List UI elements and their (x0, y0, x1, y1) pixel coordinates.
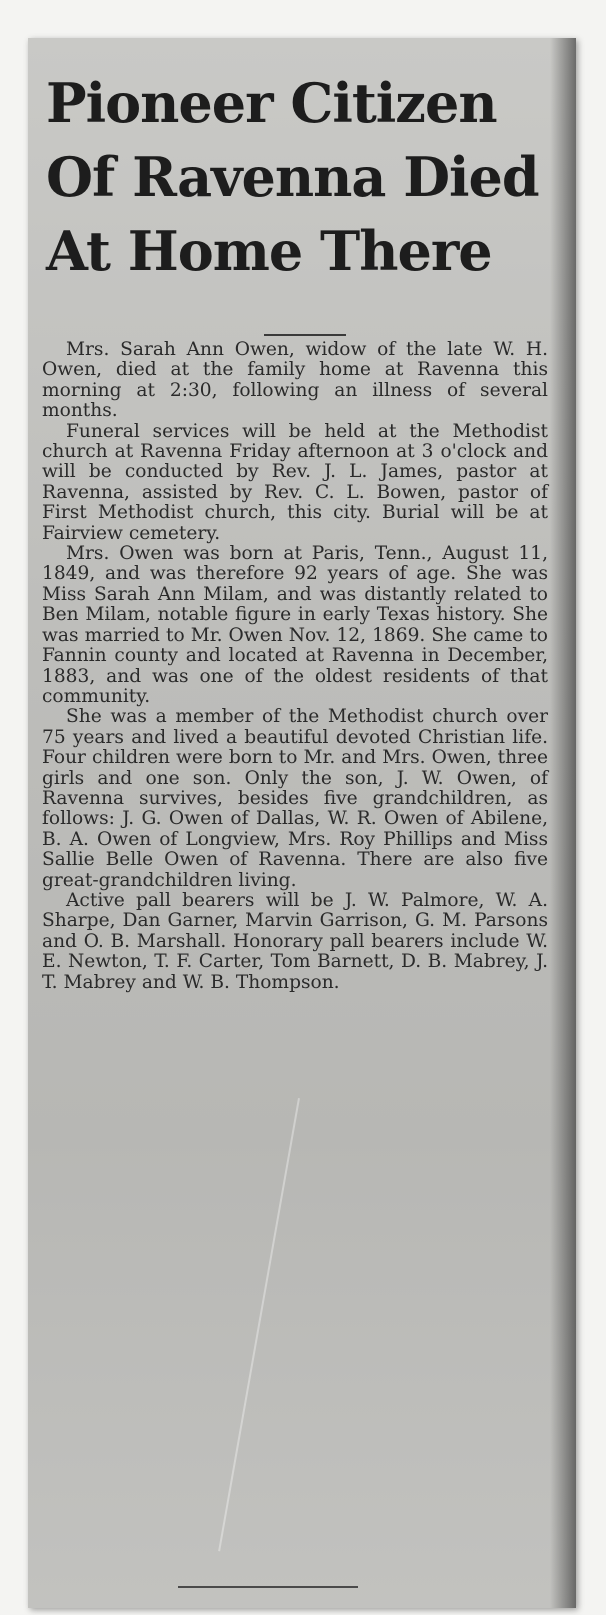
paragraph-death-notice: Mrs. Sarah Ann Owen, widow of the late W. H. Owen, died at the family home at Ravenna this morning at 2:30, following an illness of several months. (42, 339, 548, 422)
headline (46, 66, 546, 288)
paper-crease (218, 1098, 300, 1551)
end-divider (178, 1586, 358, 1588)
paragraph-biography: Mrs. Owen was born at Paris, Tenn., August 11, 1849, and was therefore 92 years of age. She was Miss Sarah Ann Milam, and was distantly related to Ben Milam, notable figure in early Texas history. She was married to Mr. Owen Nov. 12, 1869. She came to Fannin county and located at Ravenna in December, 1883, and was one of the oldest residents of that community. (42, 543, 548, 707)
newspaper-clipping (28, 38, 576, 1608)
paragraph-family: She was a member of the Methodist church over 75 years and lived a beautiful devoted Christian life. Four children were born to Mr. and Mrs. Owen, three girls and one son. Only the son, J. W. Owen, of Ravenna survives, besides five grandchildren, as follows: J. G. Owen of Dallas, W. R. Owen of Abilene, B. A. Owen of Longview, Mrs. Roy Phillips and Miss Sallie Belle Owen of Ravenna. There are also five great-grandchildren living. (42, 706, 548, 891)
headline-divider (264, 334, 346, 336)
paragraph-funeral-services: Funeral services will be held at the Methodist church at Ravenna Friday afternoon at 3 o'clock and will be conducted by Rev. J. L. James, pastor at Ravenna, assisted by Rev. C. L. Bowen, pastor of First Methodist church, this city. Burial will be at Fairview cemetery. (42, 420, 548, 544)
headline-line-2: Of Ravenna Died (46, 145, 539, 209)
article-body (42, 340, 548, 993)
paragraph-pall-bearers: Active pall bearers will be J. W. Palmore, W. A. Sharpe, Dan Garner, Marvin Garrison, G. M. Parsons and O. B. Marshall. Honorary pall bearers include W. E. Newton, T. F. Carter, Tom Barnett, D. B. Mabrey, J. T. Mabrey and W. B. Thompson. (42, 889, 548, 993)
headline-line-3: At Home There (46, 219, 492, 283)
headline-line-1: Pioneer Citizen (46, 71, 497, 135)
